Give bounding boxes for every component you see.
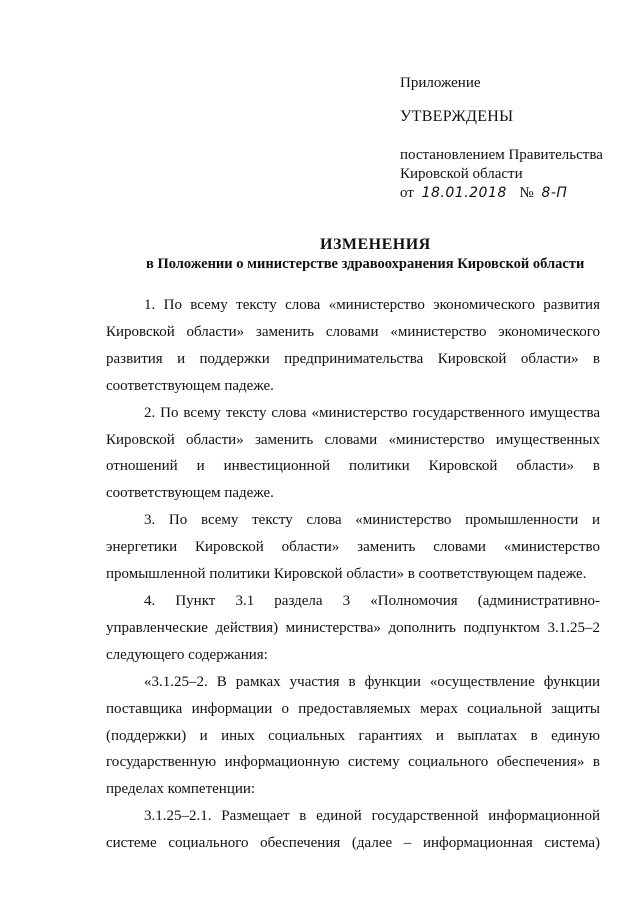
paragraph-6: 3.1.25–2.1. Размещает в единой государственной информационной системе социального обеспечения (далее – информационная система)	[106, 808, 600, 852]
handwritten-date: 18.01.2018	[421, 185, 507, 201]
paragraph-1: 1. По всему тексту слова «министерство экономического развития Кировской области» заменить словами «министерство экономического развития и поддержки предпринимательства Кировской области» в соответствующем падеже.	[106, 297, 600, 394]
approved-label: УТВЕРЖДЕНЫ	[400, 108, 514, 125]
decree-date-line	[400, 184, 610, 203]
decree-line-1: постановлением Правительства	[400, 147, 603, 163]
date-prefix: от	[400, 185, 414, 201]
paragraph-2: 2. По всему тексту слова «министерство государственного имущества Кировской области» заменить словами «министерство имущественных отношений и инвестиционной политики Кировской области» в соответствующем падеже.	[106, 404, 600, 502]
document-subtitle: в Положении о министерстве здравоохранения Кировской области	[146, 256, 585, 272]
handwritten-number: 8-П	[541, 185, 568, 201]
paragraph-4: 4. Пункт 3.1 раздела 3 «Полномочия (административно-управленческие действия) министерства» дополнить подпунктом 3.1.25–2 следующего содержания:	[106, 592, 600, 663]
decree-block	[400, 146, 610, 203]
appendix-label: Приложение	[400, 75, 481, 91]
paragraph-5: «3.1.25–2. В рамках участия в функции «осуществление функции поставщика информации о предоставляемых мерах социальной защиты (поддержки) и иных социальных гарантиях и выплатах в единую государственную информационную систему социального обеспечения» в пределах компетенции:	[106, 673, 600, 798]
document-body	[106, 292, 600, 857]
document-title: ИЗМЕНЕНИЯ	[320, 236, 431, 253]
number-prefix: №	[519, 185, 534, 201]
decree-line-2: Кировской области	[400, 166, 523, 182]
paragraph-3: 3. По всему тексту слова «министерство промышленности и энергетики Кировской области» заменить словами «министерство промышленной политики Кировской области» в соответствующем падеже.	[106, 512, 600, 583]
